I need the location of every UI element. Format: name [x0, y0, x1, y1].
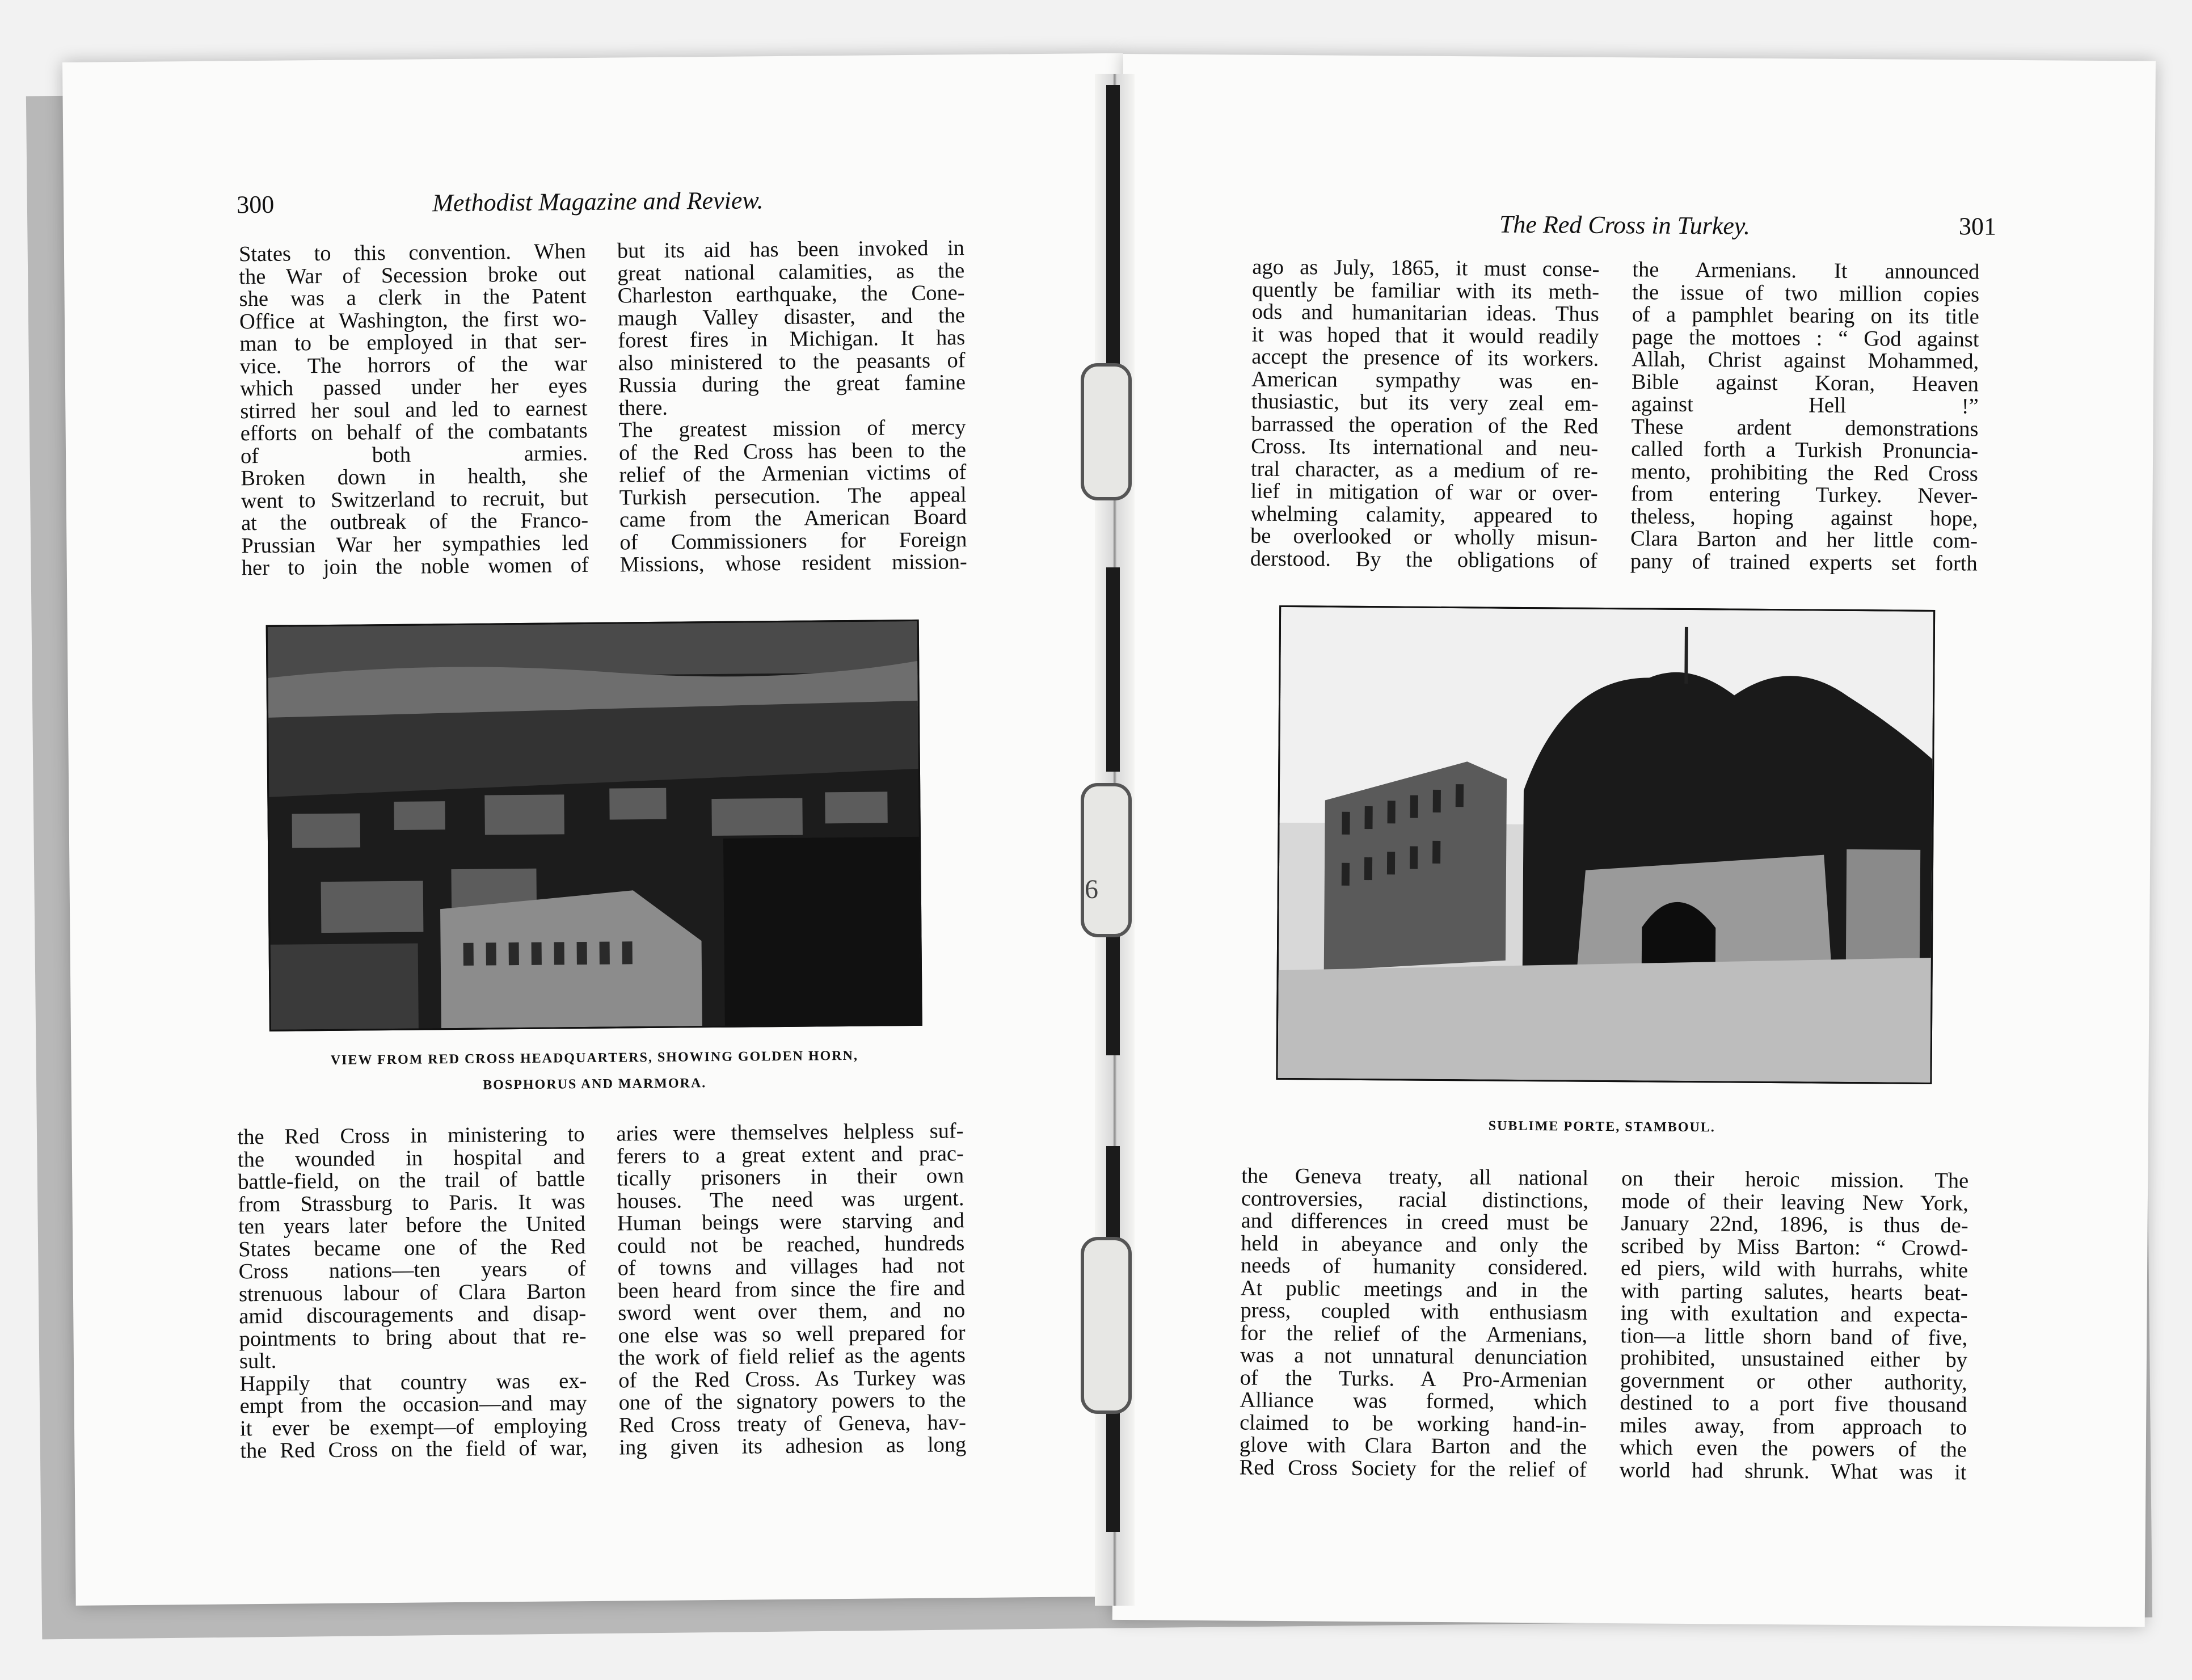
- spine-strip: [1106, 567, 1120, 772]
- right-top-column-2: the Armenians. It announced the issue of two million copies of a pamphlet bearing on its title page the mottoes : “ God against Allah, Christ against Mohammed, Bible against Koran, Heaven against Hell !” These ardent demonstrations called forth a Turkish Pronuncia- mento, prohibiting the Red Cross from entering Turkey. Never- theless, hoping against hope, Clara Barton and her little com- pany of trained experts set forth: [1630, 258, 1980, 576]
- left-running-head: Methodist Magazine and Review.: [432, 186, 764, 217]
- left-bottom-column-1: the Red Cross in ministering to the wounded in hospital and battle-field, on the trail of battle from Strassburg to Paris. It was ten years later before the United States became one of the Red Cross nations—ten years of strenuous labour of Clara Barton amid discouragements and disap- pointments to bring about that re- sult. Happily that country was ex- empt from the occasion—and may it ever be exempt—of employing the Red Cross on the field of war,: [237, 1122, 588, 1463]
- left-page-number: 300: [236, 190, 275, 219]
- binding-thread: [1081, 363, 1132, 500]
- binding-thread: [1081, 783, 1132, 937]
- binding-thread: [1081, 1237, 1132, 1414]
- gate-image: [1278, 607, 1933, 1083]
- right-photo-caption: SUBLIME PORTE, STAMBOUL.: [1488, 1118, 1715, 1135]
- golden-horn-photo: [266, 620, 922, 1031]
- right-bottom-column-1: the Geneva treaty, all national controversies, racial distinctions, and differences in creed must be held in abeyance and only the needs of humanity considered. At public meetings and in the press, coupled with enthusiasm for the relief of the Armenians, was a not unnatural denunciation of the Turks. A Pro-Armenian Alliance was formed, which claimed to be working hand-in- glove with Clara Barton and the Red Cross Society for the relief of: [1239, 1164, 1589, 1482]
- left-page: [62, 53, 1137, 1606]
- spine-strip: [1106, 85, 1120, 391]
- right-bottom-column-2: on their heroic mission. The mode of their leaving New York, January 22nd, 1896, is thus de- scribed by Miss Barton: “ Crowd- ed piers, wild with hurrahs, white with parting salutes, hearts beat- ing with exultation and expecta- tion—a little shorn band of five, prohibited, unsustained either by government or other authority, destined to a port five thousand miles away, from approach to which even the powers of the world had shrunk. What was it: [1619, 1167, 1969, 1484]
- right-top-column-1: ago as July, 1865, it must conse- quently be familiar with its meth- ods and humanitarian ideas. Thus it was hoped that it would readily accept the presence of its workers. American sympathy was en- thusiastic, but its very zeal em- barrassed the operation of the Red Cross. Its international and neu- tral character, as a medium of re- lief in mitigation of war or over- whelming calamity, appeared to be overlooked or wholly misun- derstood. By the obligations of: [1250, 255, 1600, 573]
- left-top-column-2: but its aid has been invoked in great national calamities, as the Charleston earthquake, the Cone- maugh Valley disaster, and the forest fires in Michigan. It has also ministered to the peasants of Russia during the great famine there. The greatest mission of mercy of the Red Cross has been to the relief of the Armenian victims of Turkish persecution. The appeal came from the American Board of Commissioners for Foreign Missions, whose resident mission-: [617, 236, 967, 577]
- sublime-porte-photo: [1276, 605, 1935, 1084]
- left-top-column-1: States to this convention. When the War of Secession broke out she was a clerk in the Patent Office at Washington, the first wo- man to be employed in that ser- vice. The horrors of the war which passed under her eyes stirred her soul and led to earnest efforts on behalf of the combatants of both armies. Broken down in health, she went to Switzerland to recruit, but at the outbreak of the Franco- Prussian War her sympathies led her to join the noble women of: [238, 239, 589, 580]
- right-page-number: 301: [1958, 212, 1997, 241]
- cityscape-image: [268, 621, 921, 1030]
- right-running-head: The Red Cross in Turkey.: [1499, 210, 1751, 240]
- left-photo-caption: VIEW FROM RED CROSS HEADQUARTERS, SHOWING GOLDEN HORN, BOSPHORUS AND MARMORA.: [330, 1048, 859, 1093]
- right-page: [1112, 54, 2156, 1627]
- left-bottom-column-2: aries were themselves helpless suf- ferers to a great extent and prac- tically prisoners in their own houses. The need was urgent. Human beings were starving and could not be reached, hundreds of towns and villages had not been heard from since the fire and sword went over them, and no one else was so well prepared for the work of field relief as the agents of the Red Cross. As Turkey was one of the signatory powers to the Red Cross treaty of Geneva, hav- ing given its adhesion as long: [616, 1119, 967, 1460]
- gutter-mark: 6: [1085, 874, 1098, 904]
